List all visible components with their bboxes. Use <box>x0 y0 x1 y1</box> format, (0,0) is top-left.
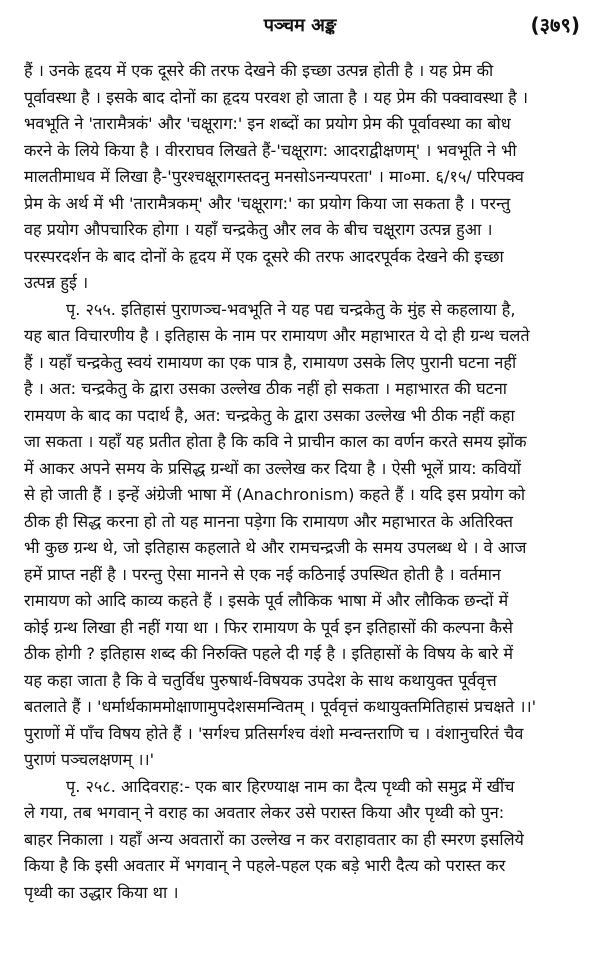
text-line: किया है कि इसी अवतार में भगवान् ने पहले-पहल एक बड़े भारी दैत्य को परास्त कर <box>24 856 506 875</box>
text-line: पृ. २५८. आदिवराह:- एक बार हिरण्याक्ष नाम का दैत्य पृथ्वी को समुद्र में खींच <box>66 776 515 796</box>
text-line: भी कुछ ग्रन्थ थे, जो इतिहास कहलाते थे और रामचन्द्रजी के समय उपलब्ध थे । वे आज <box>24 538 527 557</box>
text-line: रामयण के बाद का पदार्थ है, अत: चन्द्रकेतु के द्वारा उसका उल्लेख भी ठीक नहीं कहा <box>24 405 515 425</box>
text-line: मालतीमाधव में लिखा है-'पुरश्चक्षूरागस्तदनु मनसोऽनन्यपरता' । मा०मा. ६/१५/ परिपक्व <box>24 167 524 186</box>
text-line: बतलाते हैं । 'धर्मार्थकाममोक्षाणामुपदेशसमन्वितम् । पूर्ववृत्तं कथायुक्तमितिहासं प्रचक्षते ।।' <box>24 697 537 716</box>
text-line: पूर्वावस्था है । इसके बाद दोनों का हृदय परवश हो जाता है । यह प्रेम की पक्वावस्था है । <box>24 87 528 107</box>
text-line: में आकर अपने समय के प्रसिद्ध ग्रन्थों का उल्लेख कर दिया है । ऐसी भूलें प्राय: कवियों <box>24 458 521 478</box>
text-line: पुराणों में पाँच विषय होते हैं । 'सर्गश्च प्रतिसर्गश्च वंशो मन्वन्तराणि च । वंशानुचरितं चैव <box>24 723 524 743</box>
text-line: प्रेम के अर्थ में भी 'तारामैत्रकम्' और 'चक्षूराग:' का प्रयोग किया जा सकता है । परन्तु <box>24 193 511 213</box>
text-line: उत्पन्न हुई । <box>24 273 89 292</box>
text-line: हमें प्राप्त नहीं है । परन्तु ऐसा मानने से एक नई कठिनाई उपस्थित होती है । वर्तमान <box>24 564 501 584</box>
text-line: रामायण को आदि काव्य कहते हैं । इसके पूर्व लौकिक भाषा में और लौकिक छन्दों में <box>24 591 509 610</box>
text-line: पृथ्वी का उद्धार किया था । <box>24 882 179 902</box>
text-line: करने के लिये किया है । वीरराघव लिखते हैं-'चक्षूराग: आदराद्वीक्षणम्' । भवभूति ने भी <box>24 140 517 160</box>
text-line: कोई ग्रन्थ लिखा ही नहीं गया था । फिर रामायण के पूर्व इन इतिहासों की कल्पना कैसे <box>24 617 513 637</box>
text-line: यह बात विचारणीय है । इतिहास के नाम पर रामायण और महाभारत ये दो ही ग्रन्थ चलते <box>24 326 530 345</box>
page-number: (३७९) <box>530 13 580 37</box>
running-title: पञ्चम अङ्क <box>263 15 337 36</box>
text-line: भवभूति ने 'तारामैत्रकं' और 'चक्षूराग:' इन शब्दों का प्रयोग प्रेम की पूर्वावस्था का बोध <box>24 114 511 133</box>
text-line: वह प्रयोग औपचारिक होगा । यहाँ चन्द्रकेतु और लव के बीच चक्षूराग उत्पन्न हुआ । <box>24 220 493 239</box>
text-line: जा सकता । यहाँ यह प्रतीत होता है कि कवि ने प्राचीन काल का वर्णन करते समय झोंक <box>24 432 527 451</box>
body-text <box>24 58 588 906</box>
text-line: हैं । यहाँ चन्द्रकेतु स्वयं रामायण का एक पात्र है, रामायण उसके लिए पुरानी घटना नहीं <box>24 352 517 372</box>
text-line: ठीक होगी ? इतिहास शब्द की निरुक्ति पहले दी गई है । इतिहासों के विषय के बारे में <box>24 644 514 663</box>
text-line: परस्परदर्शन के बाद दोनों के हृदय में एक दूसरे की तरफ आदरपूर्वक देखने की इच्छा <box>24 246 504 266</box>
text-line: पृ. २५५. इतिहासं पुराणञ्च-भवभूति ने यह पद्य चन्द्रकेतु के मुंह से कहलाया है, <box>66 299 516 319</box>
text-line: ठीक ही सिद्ध करना हो तो यह मानना पड़ेगा कि रामायण और महाभारत के अतिरिक्त <box>24 511 513 531</box>
text-line: से हो जाती हैं । इन्हें अंग्रेजी भाषा में (Anachronism) कहते हैं । यदि इस प्रयोग को <box>24 485 526 504</box>
text-line: है । अत: चन्द्रकेतु के द्वारा उसका उल्लेख ठीक नहीं हो सकता । महाभारत की घटना <box>24 379 507 398</box>
page-header <box>0 0 600 46</box>
text-line: हैं । उनके हृदय में एक दूसरे की तरफ देखने की इच्छा उत्पन्न होती है । यह प्रेम की <box>24 61 494 80</box>
text-line: बाहर निकाला । यहाँ अन्य अवतारों का उल्लेख न कर वराहावतार का ही स्मरण इसलिये <box>24 829 524 849</box>
text-line: यह कहा जाता है कि वे चतुर्विध पुरुषार्थ-विषयक उपदेश के साथ कथायुक्त पूर्ववृत्त <box>24 670 497 690</box>
text-line: ले गया, तब भगवान् ने वराह का अवतार लेकर उसे परास्त किया और पृथ्वी को पुन: <box>24 803 505 822</box>
text-line: पुराणं पञ्चलक्षणम् ।।' <box>24 750 155 769</box>
